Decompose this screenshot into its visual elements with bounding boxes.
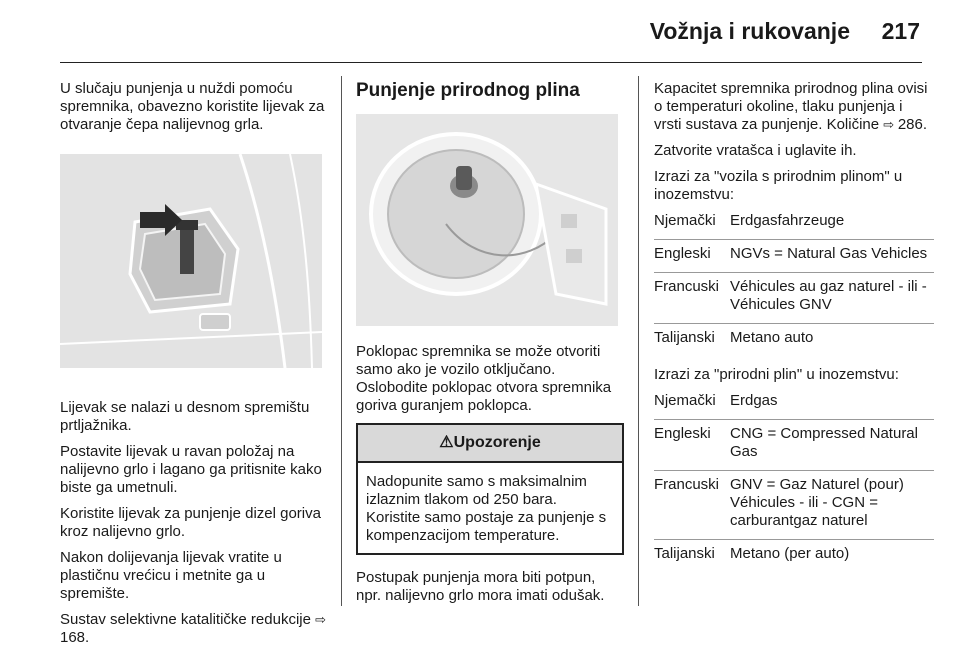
table-row (654, 540, 934, 573)
column-1 (60, 80, 328, 655)
warning-header (358, 425, 622, 463)
table-cell-language: Njemački (654, 392, 716, 409)
table-cell-term: Metano auto (730, 324, 934, 357)
table-cell-language: Engleski (654, 420, 730, 471)
paragraph-funnel-intro: U slučaju punjenja u nuždi pomoću spremnika, obavezno koristite lijevak za otvaranje čepa nalijevnog grla. (60, 80, 325, 133)
capacity-reference-page[interactable]: 286. (897, 116, 928, 133)
paragraph-funnel-location: Lijevak se nalazi u desnom spremištu prtljažnika. (60, 399, 310, 434)
table-cell-term: NGVs = Natural Gas Vehicles (730, 240, 934, 273)
paragraph-filling-complete: Postupak punjenja mora biti potpun, npr. nalijevno grlo mora imati odušak. (356, 569, 605, 604)
page-number: 217 (881, 18, 920, 44)
table-cell-language: Engleski (654, 240, 730, 273)
header-rule (60, 62, 922, 63)
warning-body: Nadopunite samo s maksimalnim izlaznim tlakom od 250 bara. Koristite samo postaje za punjenje s kompenzacijom temperature. (366, 473, 607, 544)
page-ref-arrow-icon: ⇨ (883, 117, 898, 132)
paragraph-close-flap: Zatvorite vratašca i uglavite ih. (654, 142, 857, 159)
paragraph-funnel-position: Postavite lijevak u ravan položaj na nalijevno grlo i lagano ga pritisnite kako biste ga umetnuli. (60, 443, 322, 496)
table-row (654, 392, 934, 420)
page-ref-arrow-icon: ⇨ (315, 612, 327, 627)
column-divider-2 (638, 76, 639, 606)
column-divider-1 (341, 76, 342, 606)
fuel-filler-cap-illustration (356, 114, 618, 326)
tank-capacity-text: Kapacitet spremnika prirodnog plina ovisi o temperaturi okoline, tlaku punjenja i vrsti sustava za punjenje. Količine (654, 80, 928, 133)
table-cell-language: Francuski (654, 471, 730, 540)
paragraph-funnel-store: Nakon dolijevanja lijevak vratite u plastičnu vrećicu i metnite ga u spremište. (60, 549, 282, 602)
table-row (654, 471, 934, 540)
paragraph-terms-vehicles: Izrazi za "vozila s prirodnim plinom" u inozemstvu: (654, 168, 903, 203)
table-row (654, 240, 934, 273)
table-cell-language: Francuski (654, 273, 730, 324)
chapter-title: Vožnja i rukovanje (649, 18, 850, 44)
table-cell-term: Erdgasfahrzeuge (730, 212, 845, 229)
paragraph-cap-open: Poklopac spremnika se može otvoriti samo ako je vozilo otključano. Oslobodite poklopac otvora spremnika goriva guranjem poklopca. (356, 343, 612, 414)
table-row (654, 273, 934, 324)
table-cell-language: Talijanski (654, 540, 730, 573)
table-row (654, 324, 934, 357)
terms-gas-table (654, 392, 934, 572)
paragraph-funnel-diesel: Koristite lijevak za punjenje dizel goriva kroz nalijevno grlo. (60, 505, 321, 540)
paragraph-terms-gas: Izrazi za "prirodni plin" u inozemstvu: (654, 366, 899, 383)
table-row (654, 212, 934, 240)
section-heading-cng: Punjenje prirodnog plina (356, 80, 580, 101)
table-cell-language: Talijanski (654, 324, 730, 357)
table-cell-term: GNV = Gaz Naturel (pour) Véhicules - ili - CGN = carburantgaz naturel (730, 471, 934, 540)
scr-reference-page[interactable]: 168. (60, 629, 90, 646)
table-cell-term: CNG = Compressed Natural Gas (730, 420, 934, 471)
warning-icon: ⚠ (439, 434, 454, 451)
trunk-funnel-illustration (60, 154, 322, 368)
table-cell-term: Véhicules au gaz naturel - ili -Véhicules GNV (730, 273, 934, 324)
column-2 (356, 80, 624, 613)
warning-box (356, 423, 624, 555)
table-cell-term: Erdgas (730, 392, 778, 409)
table-row (654, 420, 934, 471)
table-cell-term: Metano (per auto) (730, 540, 934, 573)
terms-vehicles-table (654, 212, 934, 356)
warning-title: Upozorenje (453, 434, 541, 451)
scr-reference-text: Sustav selektivne katalitičke redukcije (60, 611, 316, 628)
table-cell-language: Njemački (654, 212, 716, 229)
column-3 (654, 80, 934, 582)
paragraph-tank-capacity (654, 80, 934, 134)
